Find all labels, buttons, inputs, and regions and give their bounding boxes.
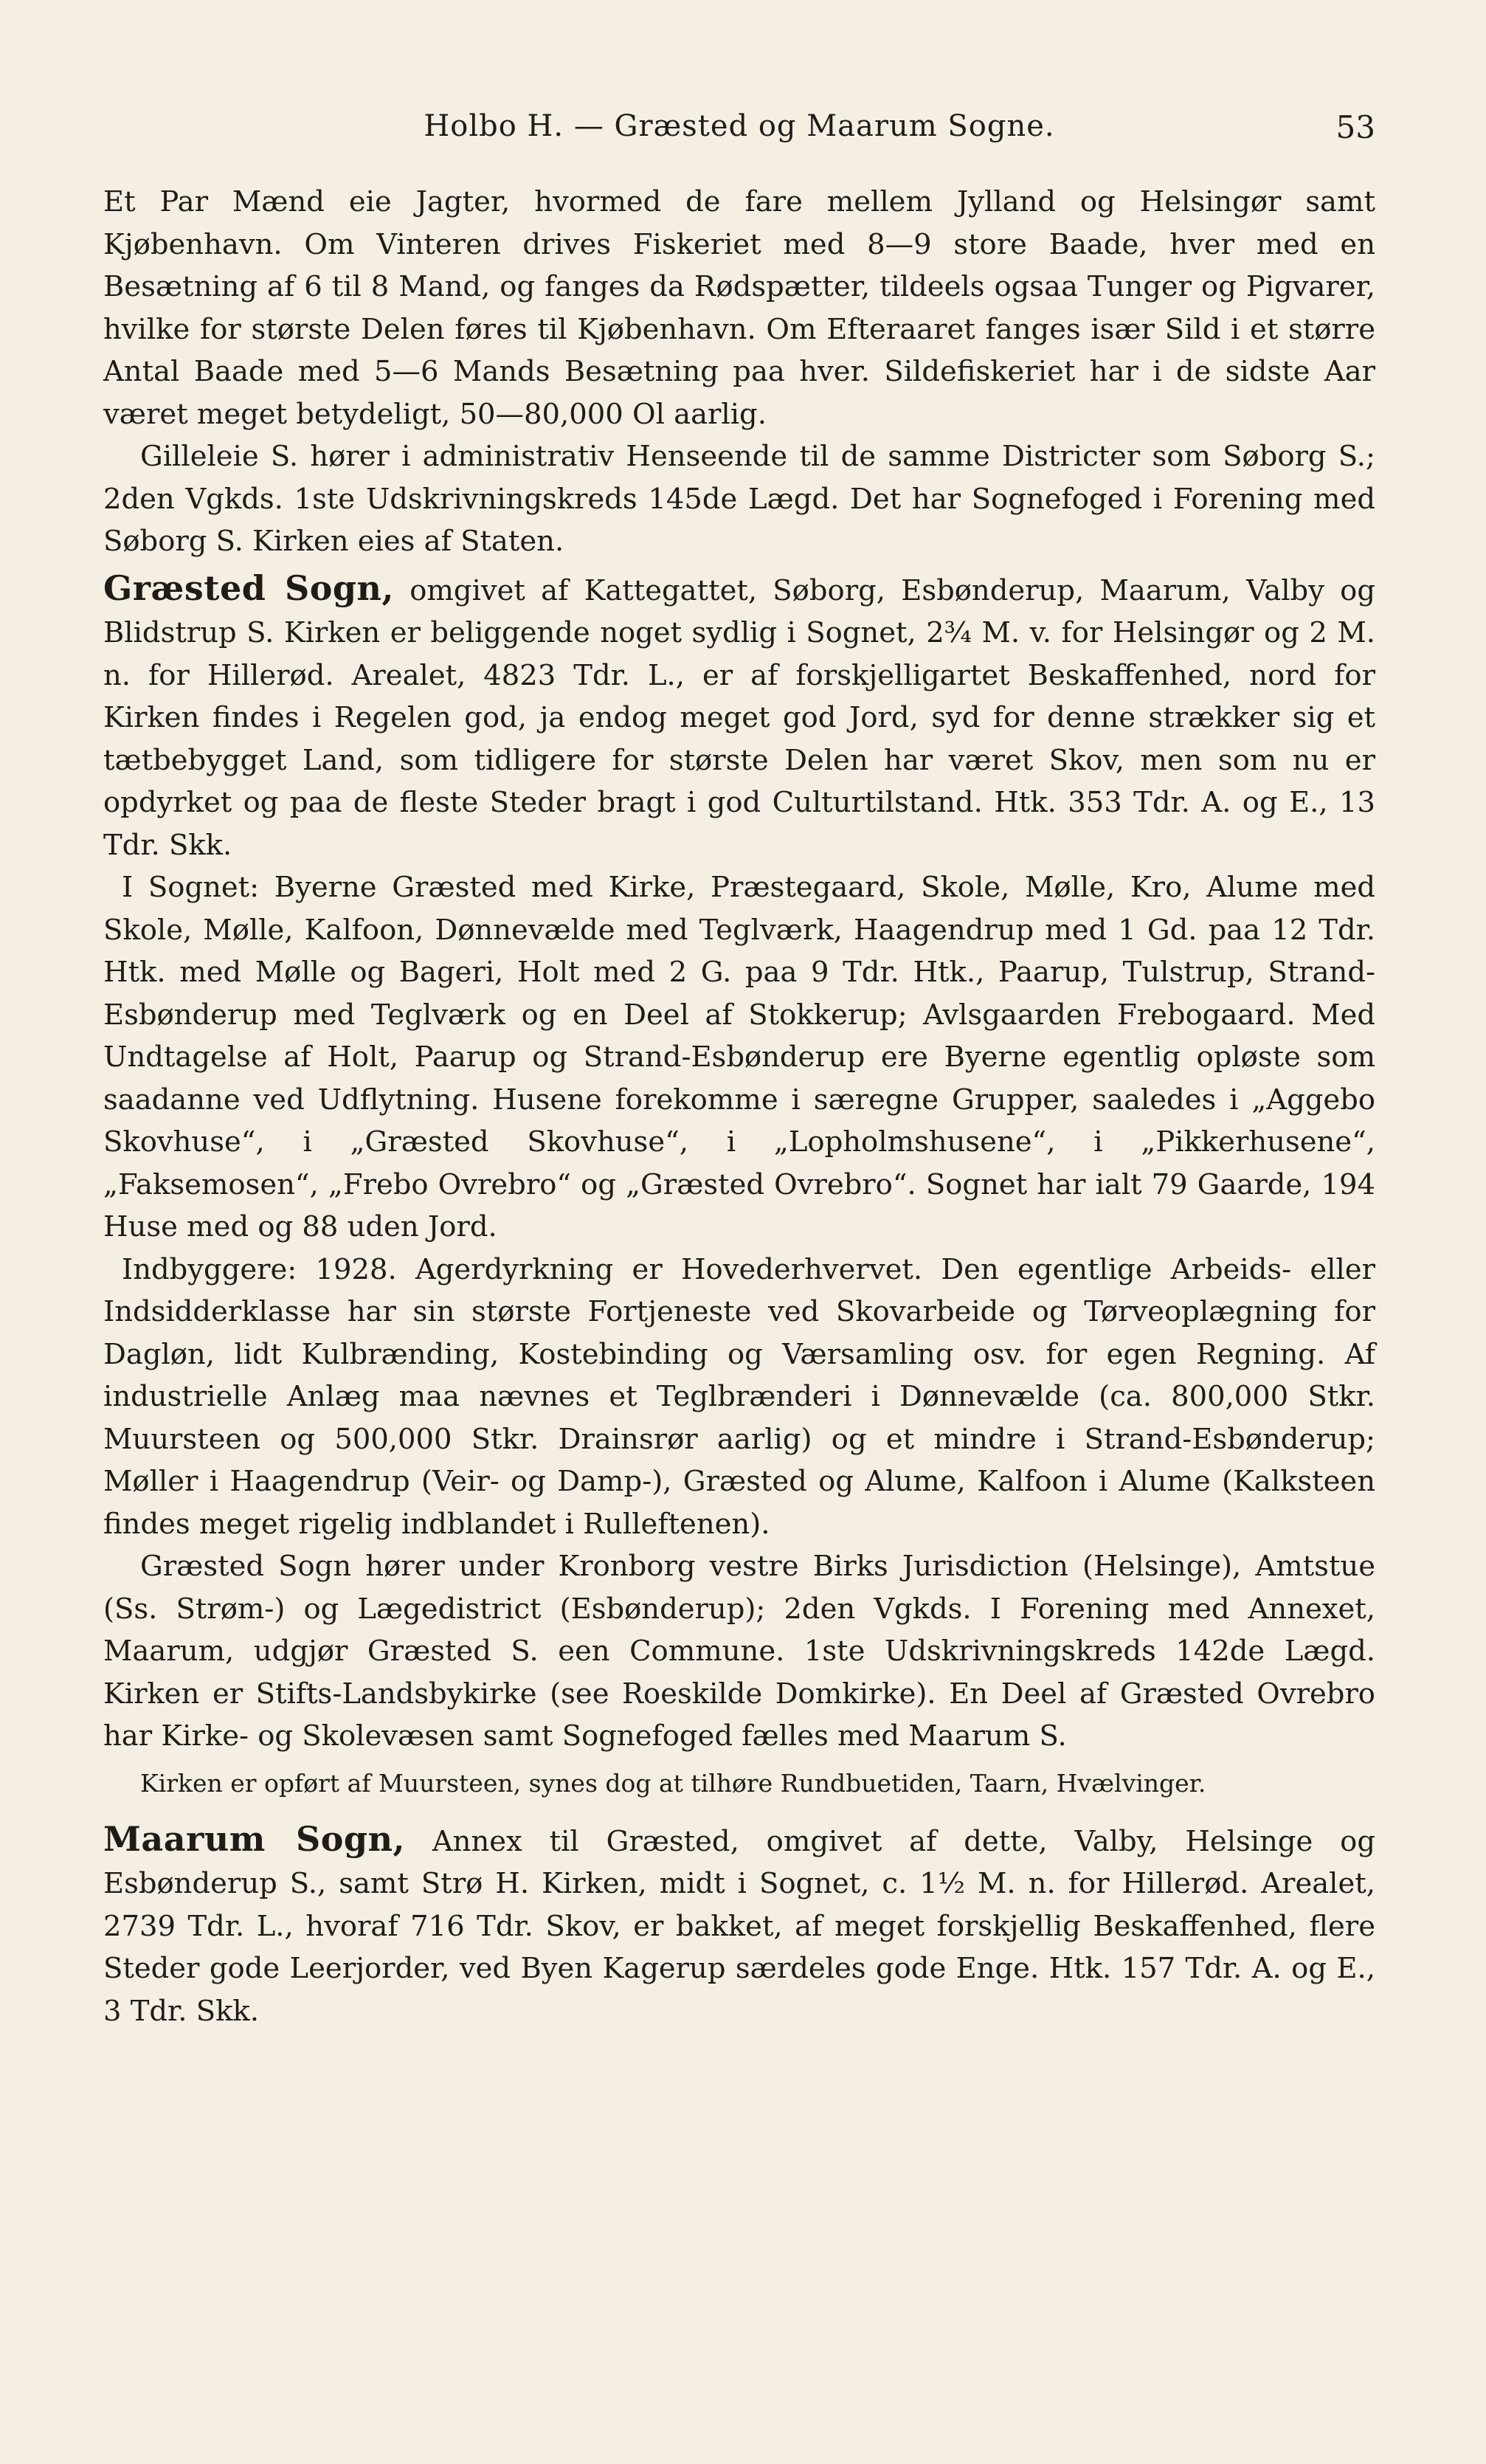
- paragraph-text: Gilleleie S. hører i administrativ Henseende til de samme Districter som Søborg S.; 2den Vgkds. 1ste Udskrivningskreds 145de Lægd. Det har Sognefoged i Forening med Søborg S. Kirken eies af Staten.: [103, 440, 1375, 558]
- running-title: Holbo H. — Græsted og Maarum Sogne.: [424, 109, 1055, 143]
- paragraph-text: I Sognet: Byerne Græsted med Kirke, Præstegaard, Skole, Mølle, Kro, Alume med Skole, Mølle, Kalfoon, Dønnevælde med Teglværk, Haagendrup med 1 Gd. paa 12 Tdr. Htk. med Mølle og Bageri, Holt med 2 G. paa 9 Tdr. Htk., Paarup, Tulstrup, Strand-Esbønderup med Teglværk og en Deel af Stokkerup; Avlsgaarden Frebogaard. Med Undtagelse af Holt, Paarup og Strand-Esbønderup ere Byerne egentlig opløste som saadanne ved Udflytning. Husene forekomme i særegne Grupper, saaledes i „Aggebo Skovhuse“, i „Græsted Skovhuse“, i „Lopholmshusene“, i „Pikkerhusene“, „Faksemosen“, „Frebo Ovrebro“ og „Græsted Ovrebro“. Sognet har ialt 79 Gaarde, 194 Huse med og 88 uden Jord.: [103, 871, 1375, 1243]
- parish-entry-maarum: [103, 1818, 1375, 2033]
- paragraph-text: omgivet af Kattegattet, Søborg, Esbønderup, Maarum, Valby og Blidstrup S. Kirken er beliggende noget sydlig i Sognet, 2¾ M. v. for Helsingør og 2 M. n. for Hillerød. Arealet, 4823 Tdr. L., er af forskjelligartet Beskaffenhed, nord for Kirken findes i Regelen god, ja endog meget god Jord, syd for denne strækker sig et tætbebygget Land, som tidligere for største Delen har været Skov, men som nu er opdyrket og paa de fleste Steder bragt i god Culturtilstand. Htk. 353 Tdr. A. og E., 13 Tdr. Skk.: [103, 573, 1375, 862]
- paragraph: [103, 435, 1375, 563]
- paragraph-text: Græsted Sogn hører under Kronborg vestre Birks Jurisdiction (Helsinge), Amtstue (Ss. Strøm-) og Lægedistrict (Esbønderup); 2den Vgkds. I Forening med Annexet, Maarum, udgjør Græsted S. een Commune. 1ste Udskrivningskreds 142de Lægd. Kirken er Stifts-Landsbykirke (see Roeskilde Domkirke). En Deel af Græsted Ovrebro har Kirke- og Skolevæsen samt Sognefoged fælles med Maarum S.: [103, 1550, 1375, 1753]
- paragraph-text: Et Par Mænd eie Jagter, hvormed de fare mellem Jylland og Helsingør samt Kjøbenhavn. Om Vinteren drives Fiskeriet med 8—9 store Baade, hver med en Besætning af 6 til 8 Mand, og fanges da Rødspætter, tildeels ogsaa Tunger og Pigvarer, hvilke for største Delen føres til Kjøbenhavn. Om Efteraaret fanges især Sild i et større Antal Baade med 5—6 Mands Besætning paa hver. Sildefiskeriet har i de sidste Aar været meget betydeligt, 50—80,000 Ol aarlig.: [103, 185, 1375, 431]
- paragraph: [103, 1545, 1375, 1758]
- paragraph: [103, 1249, 1375, 1546]
- paragraph: [103, 181, 1375, 435]
- page-body: [103, 181, 1375, 2032]
- footnote-paragraph: [103, 1765, 1375, 1802]
- parish-entry-graested: [103, 567, 1375, 867]
- paragraph-text: Kirken er opført af Muursteen, synes dog at tilhøre Rundbuetiden, Taarn, Hvælvinger.: [140, 1768, 1206, 1798]
- paragraph-text: Annex til Græsted, omgivet af dette, Valby, Helsinge og Esbønderup S., samt Strø H. Kirken, midt i Sognet, c. 1½ M. n. for Hillerød. Arealet, 2739 Tdr. L., hvoraf 716 Tdr. Skov, er bakket, af meget forskjellig Beskaffenhed, flere Steder gode Leerjorder, ved Byen Kagerup særdeles gode Enge. Htk. 157 Tdr. A. og E., 3 Tdr. Skk.: [103, 1824, 1375, 2028]
- paragraph: [103, 866, 1375, 1249]
- page-header: [103, 109, 1375, 153]
- paragraph-text: Indbyggere: 1928. Agerdyrkning er Hovederhvervet. Den egentlige Arbeids- eller Indsidderklasse har sin største Fortjeneste ved Skovarbeide og Tørveoplægning for Dagløn, lidt Kulbrænding, Kostebinding og Værsamling osv. for egen Regning. Af industrielle Anlæg maa nævnes et Teglbrænderi i Dønnevælde (ca. 800,000 Stkr. Muursteen og 500,000 Stkr. Drainsrør aarlig) og et mindre i Strand-Esbønderup; Møller i Haagendrup (Veir- og Damp-), Græsted og Alume, Kalfoon i Alume (Kalksteen findes meget rigelig indblandet i Rulleftenen).: [103, 1252, 1375, 1541]
- page-number: 53: [1335, 109, 1375, 145]
- parish-heading: Maarum Sogn,: [103, 1818, 406, 1859]
- parish-heading: Græsted Sogn,: [103, 567, 394, 608]
